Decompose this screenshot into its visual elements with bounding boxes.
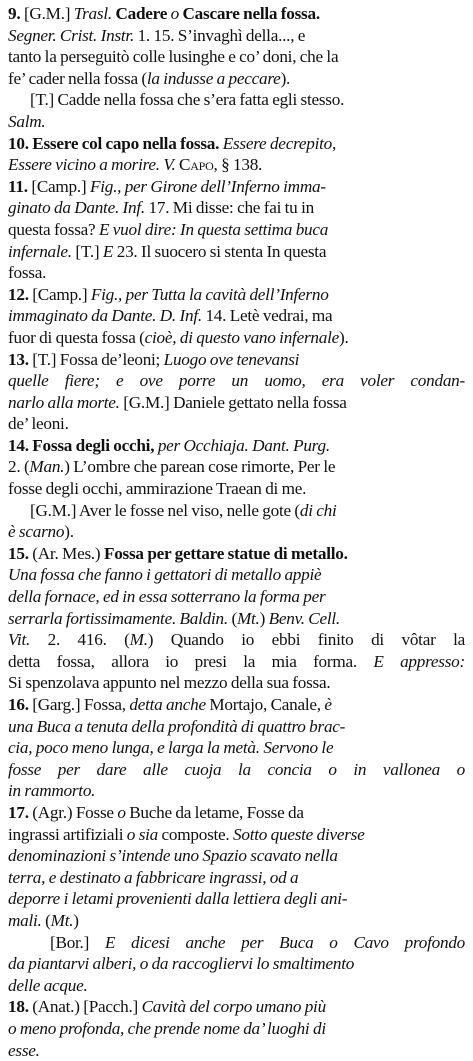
entry-line <box>8 824 465 846</box>
entry-line <box>8 154 465 176</box>
text-run: Una fossa che fanno i gettatori di metallo appiè <box>8 565 321 584</box>
entry-line <box>8 932 465 954</box>
entry-line <box>8 629 465 651</box>
entry-line <box>8 672 465 694</box>
dictionary-entry <box>8 3 465 89</box>
entry-line <box>8 176 465 198</box>
text-run: E dicesi anche per Buca o Cavo profondo <box>105 933 465 952</box>
entry-line <box>8 3 465 25</box>
text-run: della fornace, ed in essa sotterrano la forma per <box>8 587 325 606</box>
text-run: detta anche <box>129 695 209 714</box>
text-run: o sia <box>127 825 162 844</box>
text-run: 17. <box>8 803 32 822</box>
entry-line <box>8 802 465 824</box>
dictionary-entry <box>8 435 465 500</box>
text-run: (Anat.) [Pacch.] <box>32 997 141 1016</box>
entry-line <box>8 1040 465 1061</box>
text-run: M. <box>130 630 148 649</box>
text-run: è scarno <box>8 522 64 541</box>
text-run: tanto la perseguitò colle lusinghe e co’ doni, che la <box>8 47 338 66</box>
text-run: Mt. <box>51 911 74 930</box>
text-run: questa fossa? <box>8 220 99 239</box>
text-run: cioè, di questo vano infernale <box>145 328 339 347</box>
entry-line <box>8 608 465 630</box>
entry-line <box>8 737 465 759</box>
dictionary-entry <box>8 133 465 176</box>
text-run: Fossa per gettare statue di metallo. <box>104 544 348 563</box>
entry-line <box>8 89 465 111</box>
text-run: 15. <box>8 544 32 563</box>
entry-line <box>8 543 465 565</box>
entry-line <box>8 975 465 997</box>
text-run: 1. 15. S’invaghì della..., e <box>138 26 306 45</box>
dictionary-entry <box>8 543 465 694</box>
text-run: E vuol dire: In questa settima buca <box>99 220 328 239</box>
entry-line <box>8 370 465 392</box>
entry-line <box>8 564 465 586</box>
text-run: ). <box>64 522 74 541</box>
dictionary-entry <box>8 996 465 1061</box>
text-run: detta fossa, allora io presi la mia forma. <box>8 652 373 671</box>
entry-line <box>8 305 465 327</box>
text-run: 16. <box>8 695 32 714</box>
text-run: Cavità del corpo umano più <box>142 997 326 1016</box>
text-run: 18. <box>8 997 32 1016</box>
text-run: Benv. Cell. <box>269 609 340 628</box>
entry-line <box>8 111 465 133</box>
text-run: mali. <box>8 911 45 930</box>
text-run: [G.M.] Daniele gettato nella fossa <box>123 393 346 412</box>
text-run: serrarla fortissimamente. Baldin. <box>8 609 231 628</box>
text-run: [Garg.] Fossa, <box>32 695 129 714</box>
text-run: denominazioni s’intende uno Spazio scavato nella <box>8 846 338 865</box>
text-run: 23. Il suocero si stenta In questa <box>117 242 327 261</box>
text-run: 11. <box>8 177 31 196</box>
text-run: 9. <box>8 4 24 23</box>
text-run: Cadere <box>115 4 170 23</box>
text-run: narlo alla morte. <box>8 393 123 412</box>
entry-line <box>8 910 465 932</box>
text-run: Segner. Crist. Instr. <box>8 26 138 45</box>
dictionary-entry <box>8 284 465 349</box>
text-run: [T.] Fossa de’leoni; <box>32 350 163 369</box>
text-run: Si spenzolava appunto nel mezzo della sua fossa. <box>8 673 330 692</box>
text-run: immaginato da Dante. D. Inf. <box>8 306 205 325</box>
text-run: fosse per dare alle cuoja la concia o in vallonea o <box>8 760 465 779</box>
text-run: cia, poco meno lunga, e larga la metà. Servono le <box>8 738 333 757</box>
text-run: ( <box>231 609 236 628</box>
entry-line <box>8 953 465 975</box>
entry-line <box>8 996 465 1018</box>
text-run: fossa. <box>8 263 46 282</box>
entry-line <box>8 521 465 543</box>
entry-line <box>8 68 465 90</box>
entry-line <box>8 716 465 738</box>
text-run: [Camp.] <box>32 285 91 304</box>
entry-line <box>8 780 465 802</box>
entry-line <box>8 478 465 500</box>
entry-line <box>8 435 465 457</box>
text-run: 2. 416. ( <box>48 630 130 649</box>
text-run: [G.M.] Aver le fosse nel viso, nelle gote ( <box>30 501 300 520</box>
text-run: Essere decrepito, <box>223 134 336 153</box>
text-run: ) <box>73 911 78 930</box>
text-run: Essere vicino a morire. V. <box>8 155 179 174</box>
entry-line <box>8 219 465 241</box>
text-run: o <box>171 4 183 23</box>
text-run: Man. <box>29 457 64 476</box>
text-run: è <box>324 695 331 714</box>
entry-line <box>8 500 465 522</box>
dictionary-entry <box>8 694 465 802</box>
text-run: E appresso: <box>373 652 465 671</box>
text-run: 17. Mi disse: che fai tu in <box>149 198 314 217</box>
text-run: Trasl. <box>74 4 116 23</box>
text-run: fe’ cader nella fossa ( <box>8 69 147 88</box>
text-run: fuor di questa fossa ( <box>8 328 145 347</box>
entry-line <box>8 888 465 910</box>
text-run: composte. <box>162 825 233 844</box>
entry-line <box>8 413 465 435</box>
text-run: [Bor.] <box>50 933 105 952</box>
text-run: Luogo ove tenevansi <box>164 350 300 369</box>
text-run: terra, e destinato a fabbricare ingrassi, od a <box>8 868 298 887</box>
text-run: ingrassi artifiziali <box>8 825 127 844</box>
text-run: 13. <box>8 350 32 369</box>
entry-line <box>8 349 465 371</box>
text-run: Sotto queste diverse <box>233 825 364 844</box>
entry-line <box>8 694 465 716</box>
entry-line <box>8 241 465 263</box>
entry-line <box>8 133 465 155</box>
text-run: Mortajo, Canale, <box>209 695 324 714</box>
text-run: Buche da letame, Fosse da <box>129 803 304 822</box>
text-run: la indusse a peccare <box>147 69 281 88</box>
text-run: ). <box>339 328 349 347</box>
text-run: (Ar. Mes.) <box>32 544 104 563</box>
entry-line <box>8 392 465 414</box>
text-run: de’ leoni. <box>8 414 69 433</box>
text-run: , § 138. <box>214 155 263 174</box>
text-run: 2. ( <box>8 457 29 476</box>
text-run: 12. <box>8 285 32 304</box>
text-run: delle acque. <box>8 976 88 995</box>
text-run: ) <box>260 609 269 628</box>
text-run: [Camp.] <box>31 177 90 196</box>
text-run: Fig., per Girone dell’Inferno imma- <box>90 177 326 196</box>
entry-line <box>8 197 465 219</box>
text-run: fosse degli occhi, ammirazione Traean di me. <box>8 479 306 498</box>
entry-line <box>8 456 465 478</box>
dictionary-entry <box>8 176 465 284</box>
text-run: Capo <box>179 155 213 174</box>
text-run: 10. Essere col capo nella fossa. <box>8 134 223 153</box>
entry-line <box>8 759 465 781</box>
dictionary-entry <box>8 932 465 997</box>
text-run: Cascare nella fossa. <box>183 4 320 23</box>
text-run: o meno profonda, che prende nome da’ luoghi di <box>8 1019 326 1038</box>
entry-line <box>8 845 465 867</box>
dictionary-entry <box>8 802 465 932</box>
text-run: [T.] Cadde nella fossa che s’era fatta egli stesso. <box>30 90 344 109</box>
text-run: ) Quando io ebbi finito di vôtar la <box>148 630 465 649</box>
text-run: deporre i letami provenienti dalla lettiera degli ani- <box>8 889 347 908</box>
text-run: in rammorto. <box>8 781 95 800</box>
text-run: una Buca a tenuta della profondità di quattro brac- <box>8 717 345 736</box>
text-run: per Occhiaja. Dant. Purg. <box>158 436 330 455</box>
entry-line <box>8 867 465 889</box>
text-run: o <box>117 803 129 822</box>
text-run: ) L’ombre che parean cose rimorte, Per le <box>64 457 335 476</box>
text-run: 14. Fossa degli occhi, <box>8 436 158 455</box>
text-run: ). <box>281 69 291 88</box>
text-run: esse. <box>8 1041 40 1060</box>
dictionary-entry <box>8 500 465 543</box>
text-run: (Agr.) Fosse <box>32 803 117 822</box>
text-run: quelle fiere; e ove porre un uomo, era voler condan- <box>8 371 465 390</box>
entry-line <box>8 262 465 284</box>
entry-line <box>8 46 465 68</box>
entry-line <box>8 586 465 608</box>
text-run: 14. Letè vedrai, ma <box>205 306 332 325</box>
dictionary-entry <box>8 349 465 435</box>
text-run: ( <box>45 911 50 930</box>
text-run: di chi <box>300 501 337 520</box>
text-run: da piantarvi alberi, o da raccogliervi lo smaltimento <box>8 954 354 973</box>
text-run: Salm. <box>8 112 45 131</box>
text-run: Vit. <box>8 630 48 649</box>
text-run: [T.] <box>75 242 103 261</box>
entry-line <box>8 284 465 306</box>
text-run: Fig., per Tutta la cavità dell’Inferno <box>91 285 329 304</box>
entry-line <box>8 1018 465 1040</box>
entry-line <box>8 25 465 47</box>
entry-line <box>8 327 465 349</box>
text-run: Mt. <box>237 609 260 628</box>
text-run: [G.M.] <box>24 4 74 23</box>
text-run: infernale. <box>8 242 75 261</box>
dictionary-entry <box>8 89 465 132</box>
text-run: E <box>103 242 117 261</box>
entry-line <box>8 651 465 673</box>
text-run: ginato da Dante. Inf. <box>8 198 149 217</box>
